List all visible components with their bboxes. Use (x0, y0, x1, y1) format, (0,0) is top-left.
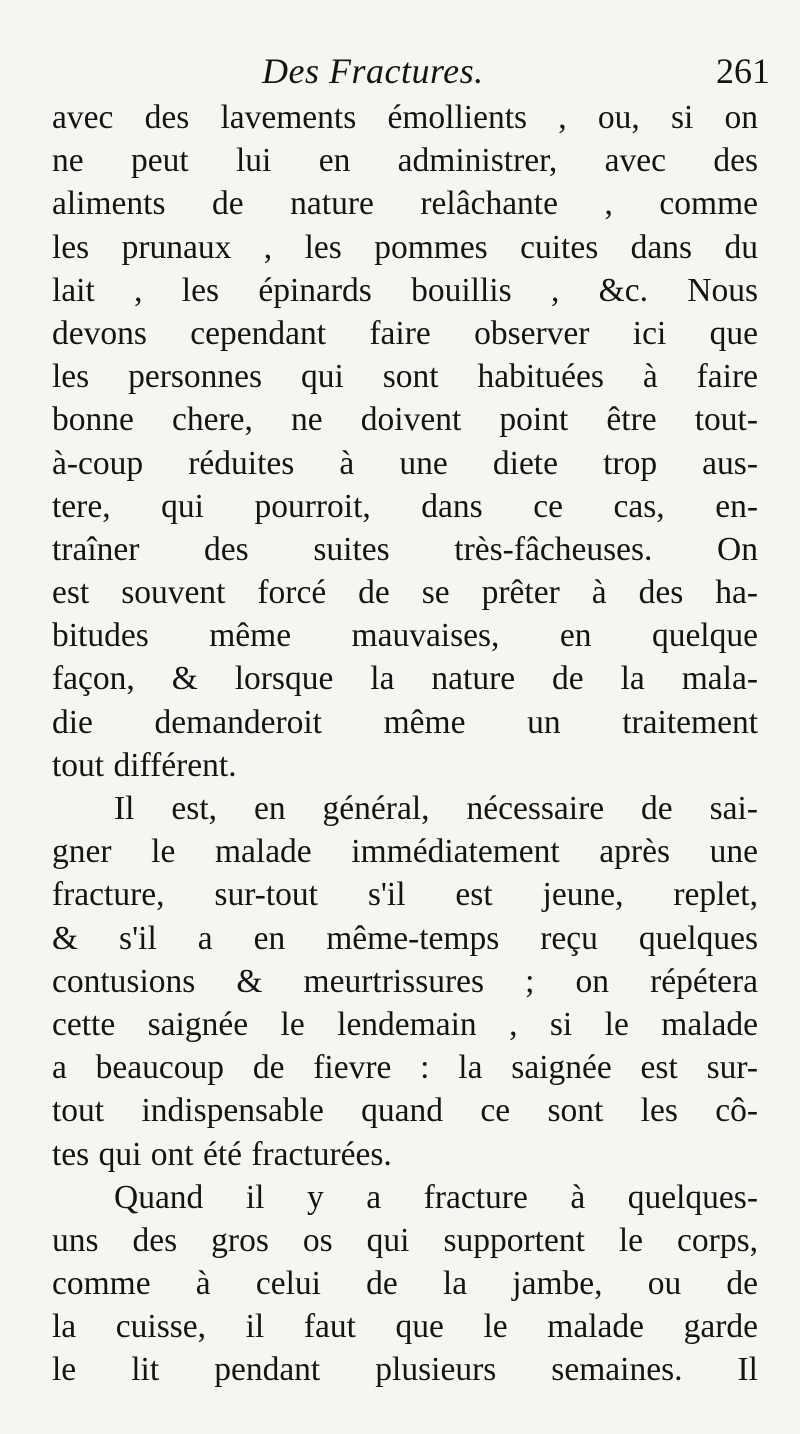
text-line: avec des lavements émollients , ou, si on (52, 99, 758, 136)
text-line: est souvent forcé de se prêter à des ha- (52, 574, 758, 612)
text-line: ne peut lui en administrer, avec des (52, 142, 758, 180)
text-line: le lit pendant plusieurs semaines. Il (52, 1351, 758, 1389)
text-line: tout différent. (52, 746, 237, 784)
text-line: traîner des suites très-fâcheuses. On (52, 530, 758, 568)
text-line: & s'il a en même-temps reçu quelques (52, 919, 758, 957)
page-number: 261 (716, 51, 770, 91)
text-line: contusions & meurtrissures ; on répétera (52, 962, 758, 1000)
text-line: die demanderoit même un traitement (52, 703, 758, 741)
text-line: a beaucoup de fievre : la saignée est sur- (52, 1049, 758, 1087)
text-line: cette saignée le lendemain , si le malade (52, 1005, 758, 1043)
text-line: gner le malade immédiatement après une (52, 833, 758, 871)
text-line: devons cependant faire observer ici que (52, 314, 758, 352)
text-line: Quand il y a fracture à quelques- (114, 1178, 758, 1216)
paragraph-1 (52, 96, 758, 787)
paragraph-2 (52, 787, 758, 1176)
text-line: à-coup réduites à une diete trop aus- (52, 444, 758, 482)
text-line: façon, & lorsque la nature de la mala- (52, 660, 758, 698)
text-line: la cuisse, il faut que le malade garde (52, 1308, 758, 1346)
text-line: uns des gros os qui supportent le corps, (52, 1221, 758, 1259)
text-line: les personnes qui sont habituées à faire (52, 358, 758, 396)
paragraph-3 (52, 1176, 758, 1392)
text-line: fracture, sur-tout s'il est jeune, replet, (52, 876, 758, 914)
text-line: tout indispensable quand ce sont les cô- (52, 1092, 758, 1130)
text-line: les prunaux , les pommes cuites dans du (52, 228, 758, 266)
text-line: bonne chere, ne doivent point être tout- (52, 401, 758, 439)
text-line: comme à celui de la jambe, ou de (52, 1265, 758, 1303)
text-line: tes qui ont été fracturées. (52, 1135, 392, 1173)
text-line: Il est, en général, nécessaire de sai- (114, 790, 758, 827)
page-header (0, 48, 800, 94)
text-line: tere, qui pourroit, dans ce cas, en- (52, 487, 758, 525)
body-text (52, 96, 758, 1392)
text-line: bitudes même mauvaises, en quelque (52, 617, 758, 655)
text-line: aliments de nature relâchante , comme (52, 185, 758, 223)
running-head: Des Fractures. (262, 51, 484, 91)
text-line: lait , les épinards bouillis , &c. Nous (52, 271, 758, 309)
